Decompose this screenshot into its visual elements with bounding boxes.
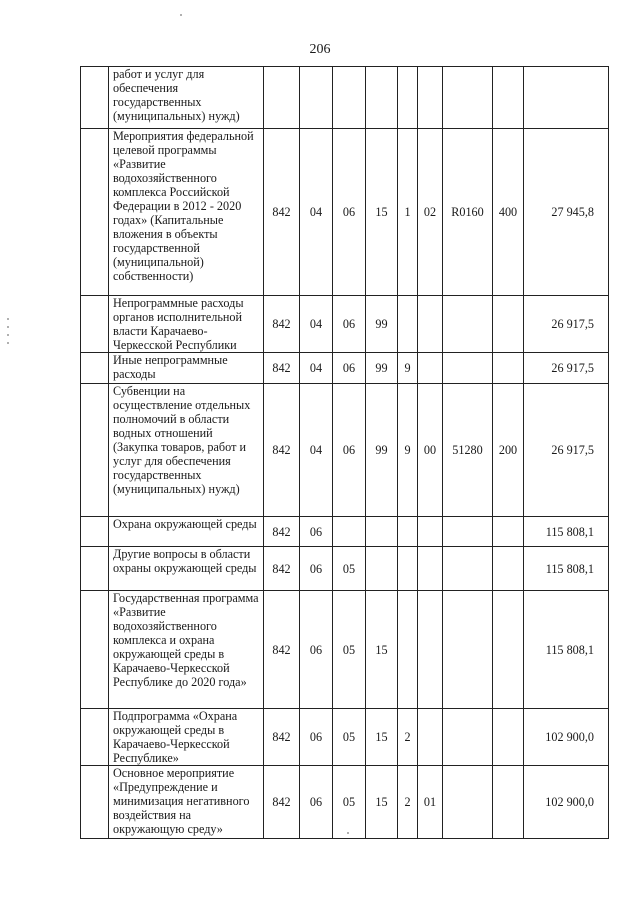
subsection-code: 05 xyxy=(333,709,366,766)
blank-cell xyxy=(81,67,109,129)
program-code: 15 xyxy=(366,709,398,766)
scan-speck xyxy=(7,318,9,320)
row-name: Субвенции на осуществление отдельных полномочий в области водных отношений (Закупка товаров, работ и услуг для обеспечения государственных (муниципальных) нужд) xyxy=(109,384,264,517)
table-row xyxy=(81,67,609,129)
blank-cell xyxy=(81,517,109,547)
scan-speck xyxy=(180,14,182,16)
table-row xyxy=(81,129,609,296)
section-code: 06 xyxy=(300,591,333,709)
scan-speck xyxy=(7,326,9,328)
program-code: 99 xyxy=(366,296,398,353)
expense-direction-code xyxy=(443,353,493,384)
table-row xyxy=(81,547,609,591)
subprogram-code: 1 xyxy=(398,129,418,296)
program-code: 99 xyxy=(366,384,398,517)
ministry-code: 842 xyxy=(264,384,300,517)
subprogram-code xyxy=(398,296,418,353)
program-code xyxy=(366,547,398,591)
table-row xyxy=(81,517,609,547)
subsection-code: 06 xyxy=(333,353,366,384)
expense-type-code: 200 xyxy=(493,384,524,517)
amount-value: 26 917,5 xyxy=(524,353,609,384)
expense-type-code xyxy=(493,353,524,384)
section-code xyxy=(300,67,333,129)
ministry-code: 842 xyxy=(264,709,300,766)
main-event-code xyxy=(418,353,443,384)
row-name: Охрана окружающей среды xyxy=(109,517,264,547)
row-name: Мероприятия федеральной целевой программы «Развитие водохозяйственного комплекса Российской Федерации в 2012 - 2020 годах» (Капитальные вложения в объекты государственной (муниципальной) собственности) xyxy=(109,129,264,296)
subsection-code: 06 xyxy=(333,296,366,353)
expense-direction-code: 51280 xyxy=(443,384,493,517)
subsection-code: 06 xyxy=(333,129,366,296)
ministry-code: 842 xyxy=(264,591,300,709)
blank-cell xyxy=(81,547,109,591)
amount-value: 115 808,1 xyxy=(524,591,609,709)
blank-cell xyxy=(81,296,109,353)
section-code: 04 xyxy=(300,296,333,353)
subsection-code: 06 xyxy=(333,384,366,517)
subprogram-code: 9 xyxy=(398,353,418,384)
expense-direction-code xyxy=(443,547,493,591)
subprogram-code xyxy=(398,547,418,591)
row-name: Основное мероприятие «Предупреждение и минимизация негативного воздействия на окружающую среду» xyxy=(109,766,264,839)
expense-direction-code xyxy=(443,709,493,766)
table-row xyxy=(81,591,609,709)
program-code: 15 xyxy=(366,591,398,709)
expense-type-code: 400 xyxy=(493,129,524,296)
amount-value: 102 900,0 xyxy=(524,766,609,839)
table-row xyxy=(81,296,609,353)
subsection-code: 05 xyxy=(333,766,366,839)
expense-type-code xyxy=(493,591,524,709)
section-code: 06 xyxy=(300,766,333,839)
program-code xyxy=(366,67,398,129)
expense-type-code xyxy=(493,517,524,547)
expense-direction-code xyxy=(443,766,493,839)
row-name: работ и услуг для обеспечения государственных (муниципальных) нужд) xyxy=(109,67,264,129)
main-event-code xyxy=(418,517,443,547)
blank-cell xyxy=(81,129,109,296)
expense-direction-code xyxy=(443,591,493,709)
main-event-code xyxy=(418,591,443,709)
expense-type-code xyxy=(493,547,524,591)
budget-table-body xyxy=(81,67,609,839)
row-name: Другие вопросы в области охраны окружающей среды xyxy=(109,547,264,591)
row-name: Иные непрограммные расходы xyxy=(109,353,264,384)
amount-value: 115 808,1 xyxy=(524,547,609,591)
ministry-code: 842 xyxy=(264,766,300,839)
expense-type-code xyxy=(493,67,524,129)
scan-speck xyxy=(7,334,9,336)
program-code: 15 xyxy=(366,766,398,839)
blank-cell xyxy=(81,709,109,766)
ministry-code: 842 xyxy=(264,129,300,296)
amount-value: 115 808,1 xyxy=(524,517,609,547)
section-code: 04 xyxy=(300,353,333,384)
main-event-code xyxy=(418,547,443,591)
expense-direction-code xyxy=(443,296,493,353)
subprogram-code: 2 xyxy=(398,709,418,766)
table-row xyxy=(81,709,609,766)
ministry-code: 842 xyxy=(264,517,300,547)
row-name: Государственная программа «Развитие водохозяйственного комплекса и охрана окружающей среды в Карачаево-Черкесской Республике до 2020 года» xyxy=(109,591,264,709)
main-event-code xyxy=(418,296,443,353)
subsection-code xyxy=(333,67,366,129)
program-code: 15 xyxy=(366,129,398,296)
subsection-code xyxy=(333,517,366,547)
program-code: 99 xyxy=(366,353,398,384)
subprogram-code: 2 xyxy=(398,766,418,839)
row-name: Непрограммные расходы органов исполнительной власти Карачаево-Черкесской Республики xyxy=(109,296,264,353)
ministry-code: 842 xyxy=(264,296,300,353)
expense-type-code xyxy=(493,766,524,839)
section-code: 06 xyxy=(300,547,333,591)
subsection-code: 05 xyxy=(333,547,366,591)
main-event-code: 02 xyxy=(418,129,443,296)
scan-speck xyxy=(347,832,349,834)
expense-direction-code xyxy=(443,517,493,547)
main-event-code: 01 xyxy=(418,766,443,839)
expense-direction-code: R0160 xyxy=(443,129,493,296)
main-event-code: 00 xyxy=(418,384,443,517)
main-event-code xyxy=(418,67,443,129)
table-row xyxy=(81,353,609,384)
subprogram-code xyxy=(398,517,418,547)
amount-value: 27 945,8 xyxy=(524,129,609,296)
table-row xyxy=(81,384,609,517)
blank-cell xyxy=(81,353,109,384)
section-code: 04 xyxy=(300,129,333,296)
subsection-code: 05 xyxy=(333,591,366,709)
section-code: 06 xyxy=(300,709,333,766)
blank-cell xyxy=(81,384,109,517)
page-number: 206 xyxy=(309,42,331,57)
expense-type-code xyxy=(493,296,524,353)
amount-value xyxy=(524,67,609,129)
expense-direction-code xyxy=(443,67,493,129)
subprogram-code: 9 xyxy=(398,384,418,517)
row-name: Подпрограмма «Охрана окружающей среды в Карачаево-Черкесской Республике» xyxy=(109,709,264,766)
budget-table xyxy=(80,66,609,839)
amount-value: 26 917,5 xyxy=(524,296,609,353)
expense-type-code xyxy=(493,709,524,766)
ministry-code: 842 xyxy=(264,353,300,384)
blank-cell xyxy=(81,591,109,709)
subprogram-code xyxy=(398,591,418,709)
amount-value: 26 917,5 xyxy=(524,384,609,517)
program-code xyxy=(366,517,398,547)
main-event-code xyxy=(418,709,443,766)
ministry-code xyxy=(264,67,300,129)
section-code: 04 xyxy=(300,384,333,517)
ministry-code: 842 xyxy=(264,547,300,591)
table-row xyxy=(81,766,609,839)
blank-cell xyxy=(81,766,109,839)
subprogram-code xyxy=(398,67,418,129)
scan-speck xyxy=(7,342,9,344)
amount-value: 102 900,0 xyxy=(524,709,609,766)
section-code: 06 xyxy=(300,517,333,547)
